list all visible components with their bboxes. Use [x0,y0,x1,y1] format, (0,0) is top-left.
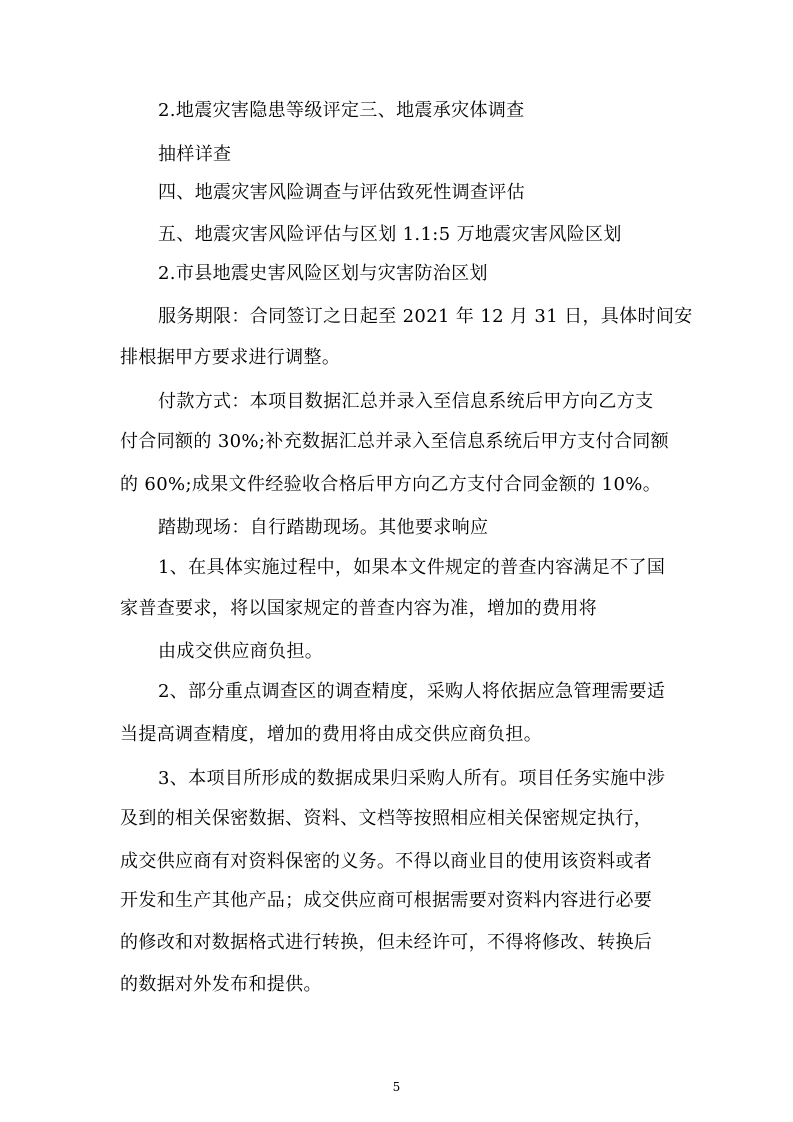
text-line-22: 的数据对外发布和提供。 [120,974,322,995]
text-line-15: 2、部分重点调查区的调查精度，采购人将依据应急管理需要适 [158,681,666,702]
text-line-14: 由成交供应商负担。 [158,641,324,662]
text-line-10: 的 60%;成果文件经验收合格后甲方向乙方支付合同金额的 10%。 [120,474,662,495]
text-line-17: 3、本项目所形成的数据成果归采购人所有。项目任务实施中涉 [158,768,666,789]
text-line-6: 服务期限：合同签订之日起至 2021 年 12 月 31 日，具体时间安 [158,306,693,327]
text-line-21: 的修改和对数据格式进行转换，但未经许可，不得将修改、转换后 [120,932,653,953]
text-line-1: 2.地震灾害隐患等级评定三、地震承灾体调查 [158,100,525,121]
text-line-12: 1、在具体实施过程中，如果本文件规定的普查内容满足不了国 [158,557,666,578]
text-line-19: 成交供应商有对资料保密的义务。不得以商业目的使用该资料或者 [120,851,653,872]
text-line-3: 四、地震灾害风险调查与评估致死性调查评估 [158,182,525,203]
page-number: 5 [392,1080,401,1094]
text-line-5: 2.市县地震史害风险区划与灾害防治区划 [158,263,488,284]
text-line-9: 付合同额的 30%;补充数据汇总并录入至信息系统后甲方支付合同额 [120,431,669,452]
text-line-20: 开发和生产其他产品；成交供应商可根据需要对资料内容进行必要 [120,890,653,911]
text-line-2: 抽样详查 [158,144,232,165]
text-line-13: 家普查要求，将以国家规定的普查内容为准，增加的费用将 [120,598,598,619]
text-line-16: 当提高调查精度，增加的费用将由成交供应商负担。 [120,724,543,745]
text-line-11: 踏勘现场：自行踏勘现场。其他要求响应 [158,517,489,538]
text-line-18: 及到的相关保密数据、资料、文档等按照相应相关保密规定执行， [120,808,653,829]
text-line-7: 排根据甲方要求进行调整。 [120,347,341,368]
text-line-4: 五、地震灾害风险评估与区划 1.1:5 万地震灾害风险区划 [158,224,622,245]
text-line-8: 付款方式：本项目数据汇总并录入至信息系统后甲方向乙方支 [158,391,654,412]
